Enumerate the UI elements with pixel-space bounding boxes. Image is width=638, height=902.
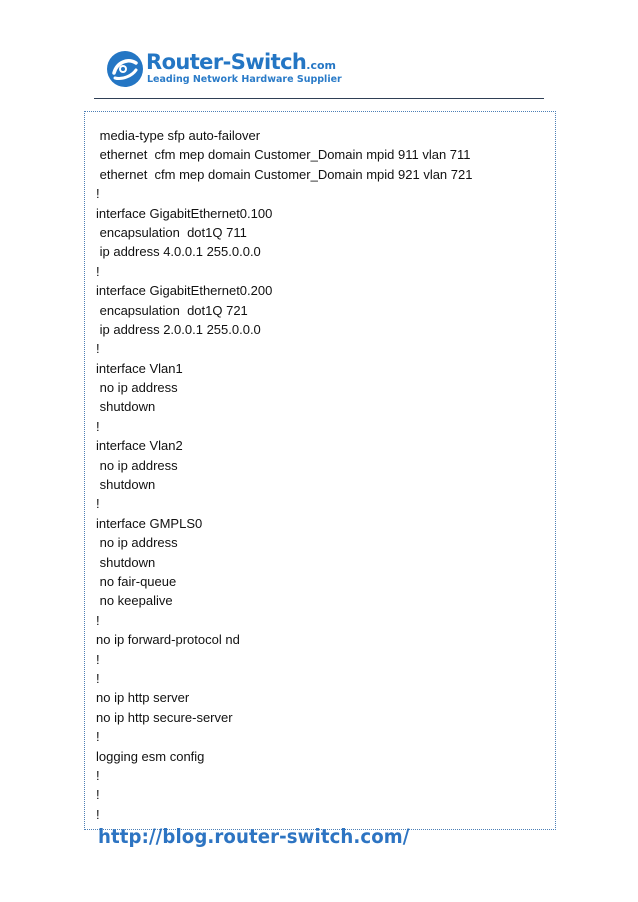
config-line: ! — [96, 806, 100, 822]
config-line: logging esm config — [96, 748, 205, 764]
config-line: shutdown — [96, 477, 156, 493]
config-line: interface Vlan1 — [96, 360, 183, 376]
config-line: no ip address — [96, 535, 178, 551]
brand-name-main: Router-Switch — [146, 50, 307, 74]
config-listing — [96, 126, 472, 824]
config-line: ! — [96, 496, 100, 512]
config-line: interface Vlan2 — [96, 438, 183, 454]
config-line: ! — [96, 729, 100, 745]
brand-tagline: Leading Network Hardware Supplier — [147, 74, 342, 85]
config-line: encapsulation dot1Q 711 — [96, 224, 247, 240]
config-line: ! — [96, 612, 100, 628]
config-line: no keepalive — [96, 593, 173, 609]
config-line: interface GigabitEthernet0.200 — [96, 283, 273, 299]
brand-logo — [106, 50, 342, 90]
brand-name-suffix: .com — [306, 59, 336, 72]
config-line: interface GMPLS0 — [96, 515, 203, 531]
config-line: ethernet cfm mep domain Customer_Domain mpid 911 vlan 711 — [96, 147, 471, 163]
config-line: ! — [96, 418, 100, 434]
config-line: ! — [96, 787, 100, 803]
header-divider — [94, 98, 544, 99]
config-line: ! — [96, 263, 100, 279]
router-switch-logo-icon — [106, 50, 144, 88]
config-line: ! — [96, 186, 100, 202]
config-line: ip address 2.0.0.1 255.0.0.0 — [96, 321, 261, 337]
config-line: media-type sfp auto-failover — [96, 128, 261, 143]
config-line: ! — [96, 651, 100, 667]
config-line: shutdown — [96, 399, 156, 415]
config-line: no ip address — [96, 457, 178, 473]
config-line: no ip http secure-server — [96, 709, 233, 725]
config-line: shutdown — [96, 554, 156, 570]
config-line: ! — [96, 341, 100, 357]
footer-url[interactable]: http://blog.router-switch.com/ — [98, 825, 410, 848]
config-line: ! — [96, 670, 100, 686]
config-line: no ip address — [96, 380, 178, 396]
config-line: encapsulation dot1Q 721 — [96, 302, 248, 318]
config-line: no ip http server — [96, 690, 190, 706]
config-line: interface GigabitEthernet0.100 — [96, 205, 273, 221]
config-line: ip address 4.0.0.1 255.0.0.0 — [96, 244, 261, 260]
config-line: no fair-queue — [96, 573, 177, 589]
config-line: no ip forward-protocol nd — [96, 632, 240, 648]
config-line: ! — [96, 767, 100, 783]
config-line: ethernet cfm mep domain Customer_Domain mpid 921 vlan 721 — [96, 166, 473, 182]
